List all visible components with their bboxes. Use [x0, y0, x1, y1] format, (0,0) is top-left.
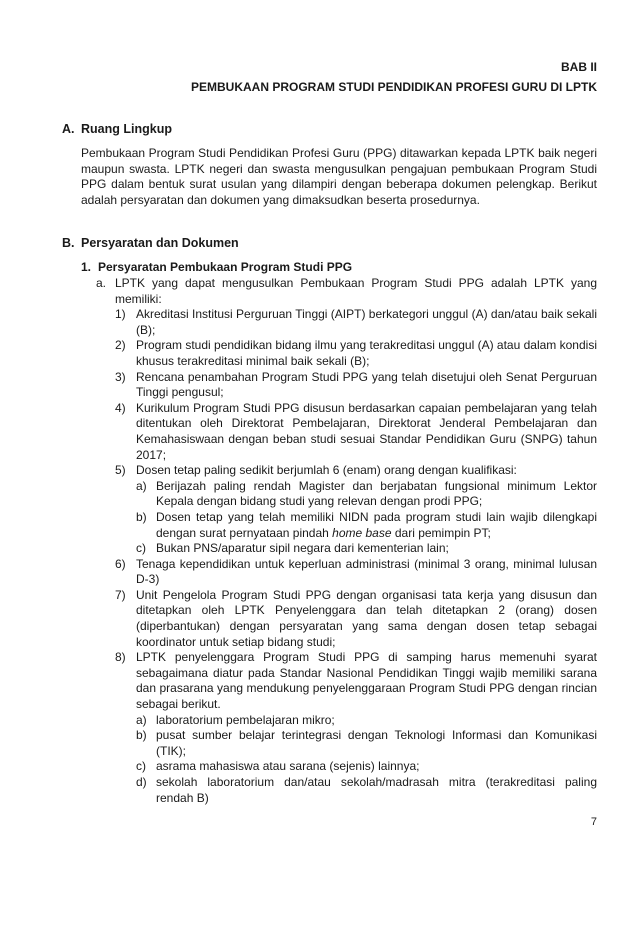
list-item [115, 588, 597, 650]
list-item [115, 557, 597, 588]
list-marker: 4) [115, 400, 126, 415]
section-a-letter: A. [62, 122, 75, 136]
list-item [115, 463, 597, 479]
sublist-item [136, 510, 597, 541]
list-marker: 1) [115, 307, 126, 322]
sublist-text: Berijazah paling rendah Magister dan berjabatan fungsional minimum Lektor Kepala dengan bidang studi yang relevan dengan prodi PPG; [156, 478, 597, 509]
sublist-marker: a) [136, 478, 147, 493]
sublist-text [156, 510, 597, 541]
item-a [96, 276, 597, 307]
sublist-marker: c) [136, 541, 146, 556]
sublist-text: asrama mahasiswa atau sarana (sejenis) lainnya; [156, 759, 420, 774]
list-text: Dosen tetap paling sedikit berjumlah 6 (enam) orang dengan kualifikasi: [136, 463, 517, 478]
list-item [115, 401, 597, 463]
section-a-heading [62, 121, 597, 137]
list-marker: 2) [115, 338, 126, 353]
sublist-text-part: Dosen tetap yang telah memiliki NIDN pada program studi lain wajib dilengkapi dengan surat pernyataan pindah [156, 509, 597, 540]
subsection-1-heading [81, 259, 597, 275]
list-item [115, 338, 597, 369]
sublist-marker: b) [136, 509, 147, 524]
sublist-marker: d) [136, 775, 147, 789]
section-a [62, 121, 597, 208]
subsection-1 [81, 259, 597, 806]
list-text: Kurikulum Program Studi PPG disusun berdasarkan capaian pembelajaran yang telah ditentukan oleh Direktorat Pembelajaran, Direktorat Jenderal Pembelajaran dan Kemahasiswaan dengan beban studi sesuai Standar Pendidikan Guru (SNPG) tahun 2017; [136, 400, 597, 462]
section-b [62, 235, 597, 806]
list-item [115, 370, 597, 401]
subsection-1-title: Persyaratan Pembukaan Program Studi PPG [98, 260, 353, 274]
list-text: Unit Pengelola Program Studi PPG dengan organisasi tata kerja yang disusun dan ditetapkan oleh LPTK Penyelenggara dan telah ditetapkan 2 (orang) dosen (diperbantukan) dengan persyaratan yang sama dengan dosen tetap sebagai koordinator untuk setiap bidang studi; [136, 587, 597, 649]
item-a-marker: a. [96, 276, 107, 290]
sublist-item [136, 759, 597, 775]
sublist-item [136, 775, 597, 806]
item-5-sublist [136, 479, 597, 557]
sublist-text: laboratorium pembelajaran mikro; [156, 712, 335, 727]
list-marker: 3) [115, 369, 126, 384]
section-a-paragraph: Pembukaan Program Studi Pendidikan Profesi Guru (PPG) ditawarkan kepada LPTK baik negeri maupun swasta. LPTK negeri dan swasta mengusulkan pengajuan pembukaan Program Studi PPG dalam bentuk surat usulan yang dilampiri dengan beberapa dokumen pelengkap. Berikut adalah persyaratan dan dokumen yang dimaksudkan beserta prosedurnya. [81, 146, 597, 207]
item-a-text: LPTK yang dapat mengusulkan Pembukaan Program Studi PPG adalah LPTK yang memiliki: [115, 276, 597, 306]
chapter-title: PEMBUKAAN PROGRAM STUDI PENDIDIKAN PROFESI GURU DI LPTK [190, 80, 597, 94]
sublist-marker: c) [136, 759, 146, 774]
home-base-term: home base [332, 525, 392, 540]
chapter-header [191, 57, 597, 97]
section-b-heading [62, 235, 597, 251]
list-item [115, 307, 597, 338]
sublist-item [136, 728, 597, 759]
page-number: 7 [590, 816, 597, 828]
list-item [115, 650, 597, 712]
list-text: Tenaga kependidikan untuk keperluan administrasi (minimal 3 orang, minimal lulusan D-3) [136, 556, 597, 587]
list-marker: 7) [115, 587, 126, 602]
sublist-text: sekolah laboratorium dan/atau sekolah/madrasah mitra (terakreditasi paling rendah B) [156, 775, 597, 805]
list-text: Rencana penambahan Program Studi PPG yang telah disetujui oleh Senat Perguruan Tinggi pengusul; [136, 369, 597, 400]
list-marker: 8) [115, 650, 126, 665]
sublist-text-part: dari pemimpin PT; [391, 525, 491, 540]
sublist-text: Bukan PNS/aparatur sipil negara dari kementerian lain; [156, 541, 449, 556]
sublist-item [136, 541, 597, 557]
list-text: LPTK penyelenggara Program Studi PPG di samping harus memenuhi syarat sebagaimana diatur pada Standar Nasional Pendidikan Tinggi wajib memiliki sarana dan prasarana yang mendukung penyelenggaraan Program Studi PPG dengan rincian sebagai berikut. [136, 650, 597, 712]
sublist-item [136, 713, 597, 729]
list-text: Program studi pendidikan bidang ilmu yang terakreditasi unggul (A) atau dalam kondisi khusus terakreditasi minimal baik sekali (B); [136, 338, 597, 368]
numbered-list [115, 307, 597, 806]
list-marker: 5) [115, 463, 126, 478]
section-a-title: Ruang Lingkup [81, 122, 172, 136]
list-marker: 6) [115, 556, 126, 571]
list-text: Akreditasi Institusi Perguruan Tinggi (AIPT) berkategori unggul (A) dan/atau baik sekali (B); [136, 307, 597, 337]
item-8-sublist [136, 713, 597, 807]
subsection-1-number: 1. [81, 260, 92, 274]
sublist-marker: a) [136, 712, 147, 727]
sublist-marker: b) [136, 728, 147, 743]
section-b-title: Persyaratan dan Dokumen [81, 236, 239, 250]
sublist-text: pusat sumber belajar terintegrasi dengan Teknologi Informasi dan Komunikasi (TIK); [156, 728, 597, 758]
section-b-letter: B. [62, 236, 75, 250]
chapter-number: BAB II [561, 60, 597, 74]
item-a-block [96, 276, 597, 806]
sublist-item [136, 479, 597, 510]
